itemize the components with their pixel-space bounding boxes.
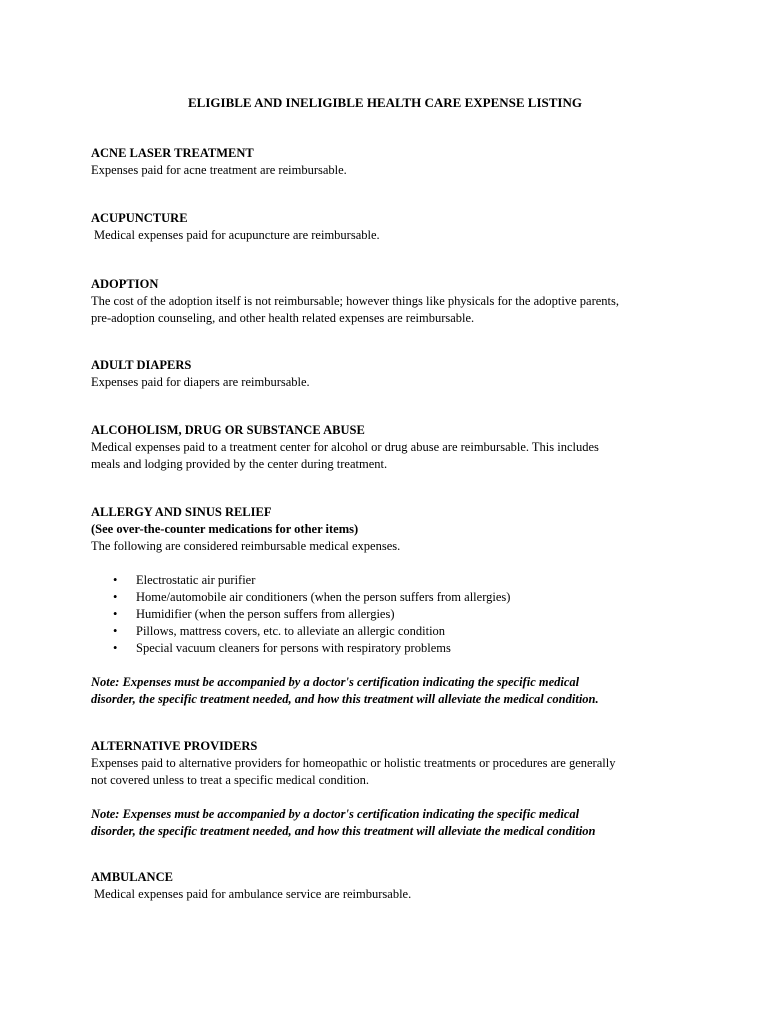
list-item: [91, 589, 691, 606]
section-body-line-2: meals and lodging provided by the center during treatment.: [91, 457, 388, 471]
section-heading: ALTERNATIVE PROVIDERS: [91, 739, 258, 753]
list-item-text: Pillows, mattress covers, etc. to alleviate an allergic condition: [136, 624, 446, 638]
section-adoption: [91, 276, 691, 327]
section-heading: ACUPUNCTURE: [91, 211, 188, 225]
bullet-icon: •: [113, 624, 118, 638]
section-allergy-and-sinus-relief: [91, 504, 691, 708]
section-heading: ALLERGY AND SINUS RELIEF: [91, 505, 272, 519]
list-item-text: Humidifier (when the person suffers from allergies): [136, 607, 395, 621]
note-line-1: Note: Expenses must be accompanied by a doctor's certification indicating the specific medical: [91, 807, 580, 821]
list-item: [91, 606, 691, 623]
section-body-line-1: The cost of the adoption itself is not reimbursable; however things like physicals for the adoptive parents,: [91, 294, 619, 308]
section-heading: ADOPTION: [91, 277, 159, 291]
section-subheading: (See over-the-counter medications for other items): [91, 522, 359, 536]
section-body-line-2: pre-adoption counseling, and other health related expenses are reimbursable.: [91, 311, 475, 325]
section-alcoholism-drug-substance-abuse: [91, 422, 691, 473]
section-body: Expenses paid for diapers are reimbursable.: [91, 375, 310, 389]
bullet-icon: •: [113, 607, 118, 621]
bullet-icon: •: [113, 573, 118, 587]
section-intro: The following are considered reimbursable medical expenses.: [91, 539, 401, 553]
list-item-text: Electrostatic air purifier: [136, 573, 256, 587]
section-heading: ADULT DIAPERS: [91, 358, 192, 372]
bullet-icon: •: [113, 641, 118, 655]
note-line-2: disorder, the specific treatment needed, and how this treatment will alleviate the medical condition.: [91, 692, 599, 706]
section-body: Medical expenses paid for ambulance service are reimbursable.: [94, 887, 412, 901]
list-item-text: Special vacuum cleaners for persons with respiratory problems: [136, 641, 451, 655]
section-heading: ACNE LASER TREATMENT: [91, 146, 254, 160]
section-heading: AMBULANCE: [91, 870, 173, 884]
section-acne-laser-treatment: [91, 145, 691, 179]
section-body: Medical expenses paid for acupuncture are reimbursable.: [94, 228, 380, 242]
note-line-2: disorder, the specific treatment needed, and how this treatment will alleviate the medical condition: [91, 824, 596, 838]
list-item-text: Home/automobile air conditioners (when the person suffers from allergies): [136, 590, 511, 604]
bullet-icon: •: [113, 590, 118, 604]
section-body-line-1: Medical expenses paid to a treatment center for alcohol or drug abuse are reimbursable. This includes: [91, 440, 599, 454]
section-alternative-providers: [91, 738, 691, 840]
list-item: [91, 572, 691, 589]
section-body-line-1: Expenses paid to alternative providers for homeopathic or holistic treatments or procedures are generally: [91, 756, 616, 770]
section-heading: ALCOHOLISM, DRUG OR SUBSTANCE ABUSE: [91, 423, 365, 437]
list-item: [91, 623, 691, 640]
section-ambulance: [91, 869, 691, 903]
section-acupuncture: [91, 210, 691, 244]
allergy-items-list: [91, 572, 691, 657]
section-body-line-2: not covered unless to treat a specific medical condition.: [91, 773, 370, 787]
document-title: ELIGIBLE AND INELIGIBLE HEALTH CARE EXPENSE LISTING: [188, 95, 582, 110]
section-adult-diapers: [91, 357, 691, 391]
section-body: Expenses paid for acne treatment are reimbursable.: [91, 163, 347, 177]
list-item: [91, 640, 691, 657]
note-line-1: Note: Expenses must be accompanied by a doctor's certification indicating the specific medical: [91, 675, 580, 689]
